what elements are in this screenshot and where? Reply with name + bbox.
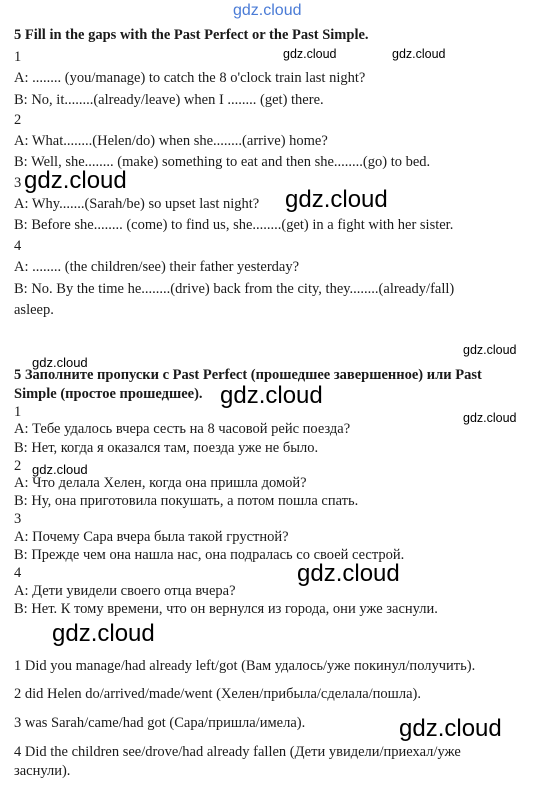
watermark: gdz.cloud: [297, 560, 400, 587]
dialogue-line: B: No, it........(already/leave) when I ........ (get) there.: [14, 92, 324, 108]
answer-line: 4 Did the children see/drove/had already fallen (Дети увидели/приехал/уже: [14, 744, 461, 760]
item-number: 2: [14, 458, 22, 474]
answer-line: заснули).: [14, 763, 71, 779]
watermark: gdz.cloud: [52, 620, 155, 647]
dialogue-line: A: ........ (you/manage) to catch the 8 o'clock train last night?: [14, 70, 366, 86]
item-number: 1: [14, 49, 22, 65]
dialogue-line: B: Ну, она приготовила покушать, а потом пошла спать.: [14, 493, 359, 509]
watermark-top: gdz.cloud: [233, 2, 302, 19]
watermark: gdz.cloud: [24, 167, 127, 194]
item-number: 1: [14, 404, 22, 420]
item-number: 4: [14, 565, 22, 581]
dialogue-line: B: Прежде чем она нашла нас, она подралась со своей сестрой.: [14, 547, 405, 563]
watermark: gdz.cloud: [32, 462, 88, 477]
watermark: gdz.cloud: [220, 382, 323, 409]
item-number: 4: [14, 238, 22, 254]
watermark: gdz.cloud: [392, 47, 446, 61]
item-number: 3: [14, 175, 22, 191]
dialogue-line: B: Нет. К тому времени, что он вернулся из города, они уже заснули.: [14, 601, 438, 617]
dialogue-line: A: Тебе удалось вчера сесть на 8 часовой рейс поезда?: [14, 421, 351, 437]
answer-line: 3 was Sarah/came/had got (Сара/пришла/имела).: [14, 715, 306, 731]
dialogue-line: A: Why.......(Sarah/be) so upset last night?: [14, 196, 260, 212]
dialogue-line: A: Почему Сара вчера была такой грустной?: [14, 529, 289, 545]
item-number: 3: [14, 511, 22, 527]
watermark: gdz.cloud: [463, 411, 517, 425]
dialogue-line: B: Before she........ (come) to find us, she........(get) in a fight with her sister.: [14, 217, 454, 233]
dialogue-line: asleep.: [14, 302, 54, 318]
dialogue-line: B: No. By the time he........(drive) back from the city, they........(already/fall): [14, 281, 455, 297]
watermark: gdz.cloud: [463, 343, 517, 357]
dialogue-line: A: What........(Helen/do) when she........(arrive) home?: [14, 133, 328, 149]
exercise-title-ru-cont: Simple (простое прошедшее).: [14, 386, 203, 402]
dialogue-line: A: Дети увидели своего отца вчера?: [14, 583, 236, 599]
dialogue-line: A: Что делала Хелен, когда она пришла домой?: [14, 475, 307, 491]
answer-line: 2 did Helen do/arrived/made/went (Хелен/прибыла/сделала/пошла).: [14, 686, 421, 702]
watermark: gdz.cloud: [285, 186, 388, 213]
dialogue-line: B: Нет, когда я оказался там, поезда уже не было.: [14, 440, 319, 456]
watermark: gdz.cloud: [283, 47, 337, 61]
dialogue-line: A: ........ (the children/see) their father yesterday?: [14, 259, 300, 275]
exercise-title-ru: 5 Заполните пропуски с Past Perfect (прошедшее завершенное) или Past: [14, 367, 482, 383]
watermark: gdz.cloud: [399, 715, 502, 742]
dialogue-line: B: Well, she........ (make) something to eat and then she........(go) to bed.: [14, 154, 431, 170]
exercise-title-en: 5 Fill in the gaps with the Past Perfect or the Past Simple.: [14, 27, 369, 43]
answer-line: 1 Did you manage/had already left/got (Вам удалось/уже покинул/получить).: [14, 658, 476, 674]
watermark: gdz.cloud: [32, 355, 88, 370]
item-number: 2: [14, 112, 22, 128]
